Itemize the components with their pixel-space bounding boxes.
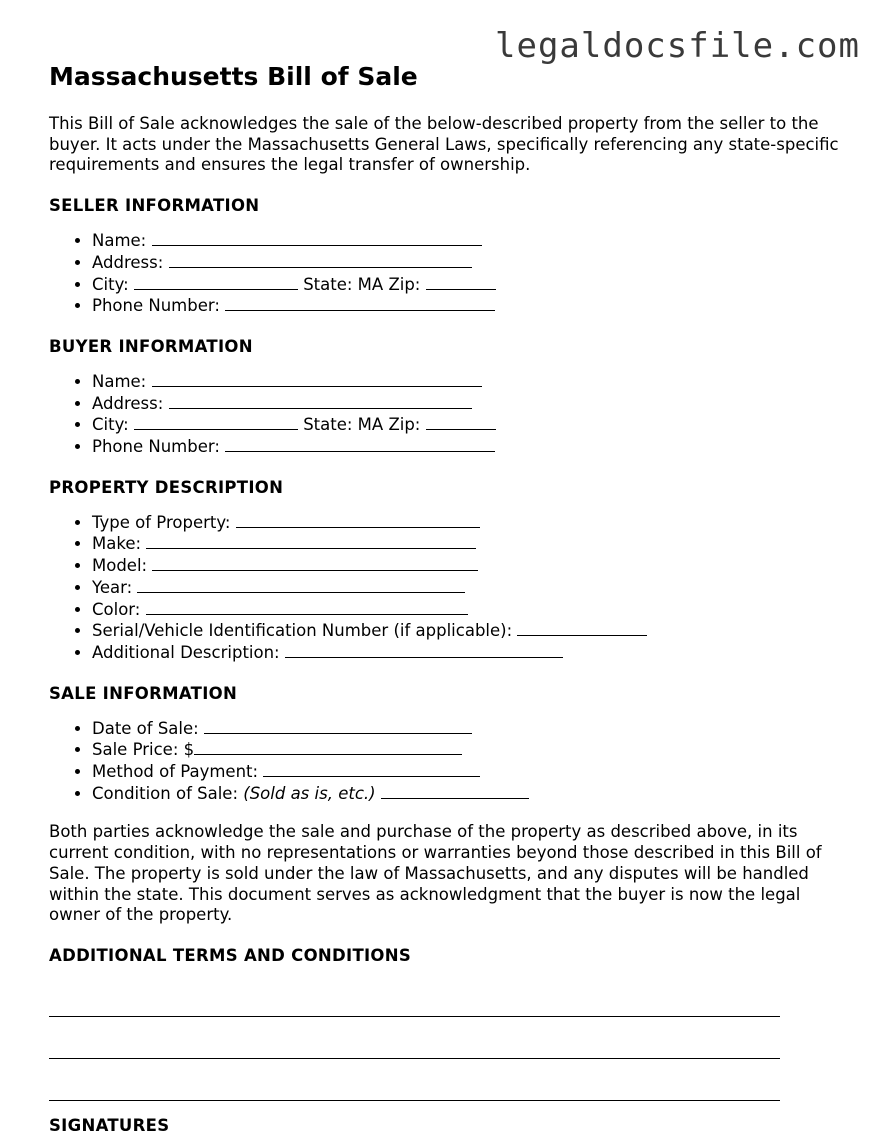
property-serial-label: Serial/Vehicle Identification Number (if applicable): — [92, 621, 513, 641]
buyer-name-field[interactable] — [152, 371, 482, 387]
property-color-label: Color: — [92, 599, 141, 619]
buyer-phone-field[interactable] — [225, 436, 495, 452]
terms-line[interactable] — [49, 1073, 780, 1101]
property-color-item — [92, 599, 849, 621]
buyer-name-item — [92, 371, 849, 393]
buyer-city-label: City: — [92, 415, 129, 435]
sale-price-field[interactable] — [194, 739, 462, 755]
property-type-field[interactable] — [236, 512, 480, 528]
seller-address-label: Address: — [92, 252, 164, 272]
sale-condition-item — [92, 783, 849, 805]
buyer-name-label: Name: — [92, 371, 147, 391]
property-make-item — [92, 533, 849, 555]
sale-heading: SALE INFORMATION — [49, 683, 238, 703]
property-model-label: Model: — [92, 556, 148, 576]
seller-phone-label: Phone Number: — [92, 296, 220, 316]
property-year-field[interactable] — [137, 577, 465, 593]
property-additional-item — [92, 642, 849, 664]
seller-list — [49, 230, 849, 317]
sale-list — [49, 718, 849, 805]
buyer-city-field[interactable] — [134, 414, 298, 430]
sale-price-label: Sale Price: $ — [92, 740, 195, 760]
property-year-label: Year: — [92, 577, 133, 597]
buyer-phone-label: Phone Number: — [92, 437, 220, 457]
sale-method-field[interactable] — [263, 761, 480, 777]
property-model-item — [92, 555, 849, 577]
buyer-city-item — [92, 414, 849, 436]
seller-city-item — [92, 274, 849, 296]
buyer-address-item — [92, 393, 849, 415]
property-year-item — [92, 577, 849, 599]
property-serial-item — [92, 620, 849, 642]
buyer-state-zip-label: State: MA Zip: — [303, 415, 421, 435]
buyer-phone-item — [92, 436, 849, 458]
sale-method-item — [92, 761, 849, 783]
sale-condition-label: Condition of Sale: — [92, 783, 239, 803]
signatures-heading: SIGNATURES — [49, 1115, 170, 1135]
seller-zip-field[interactable] — [426, 274, 496, 290]
seller-heading: SELLER INFORMATION — [49, 196, 260, 216]
sale-date-field[interactable] — [204, 718, 472, 734]
document-title: Massachusetts Bill of Sale — [49, 62, 418, 91]
seller-phone-field[interactable] — [225, 295, 495, 311]
seller-city-field[interactable] — [134, 274, 298, 290]
seller-phone-item — [92, 295, 849, 317]
property-additional-field[interactable] — [285, 642, 563, 658]
acknowledgment-paragraph: Both parties acknowledge the sale and purchase of the property as described above, in its current condition, with no representations or warranties beyond those described in this Bill of Sale. The property is sold under the law of Massachusetts, and any disputes will be handled within the state. This document serves as acknowledgment that the buyer is now the legal owner of the property. — [49, 822, 822, 925]
buyer-heading: BUYER INFORMATION — [49, 336, 253, 356]
seller-city-label: City: — [92, 274, 129, 294]
property-additional-label: Additional Description: — [92, 642, 280, 662]
property-make-label: Make: — [92, 534, 142, 554]
buyer-address-label: Address: — [92, 393, 164, 413]
terms-lines — [49, 989, 849, 1101]
property-type-item — [92, 512, 849, 534]
property-make-field[interactable] — [146, 533, 476, 549]
property-heading: PROPERTY DESCRIPTION — [49, 477, 284, 497]
seller-address-field[interactable] — [169, 252, 472, 268]
sale-date-item — [92, 718, 849, 740]
seller-name-item — [92, 230, 849, 252]
terms-line[interactable] — [49, 1031, 780, 1059]
terms-line[interactable] — [49, 989, 780, 1017]
sale-condition-hint: (Sold as is, etc.) — [243, 783, 376, 803]
watermark: legaldocsfile.com — [495, 26, 860, 66]
terms-heading: ADDITIONAL TERMS AND CONDITIONS — [49, 945, 412, 965]
property-serial-field[interactable] — [517, 620, 647, 636]
buyer-address-field[interactable] — [169, 393, 472, 409]
sale-condition-field[interactable] — [381, 783, 529, 799]
seller-state-zip-label: State: MA Zip: — [303, 274, 421, 294]
sale-method-label: Method of Payment: — [92, 762, 259, 782]
document-page — [49, 58, 849, 1137]
sale-date-label: Date of Sale: — [92, 718, 199, 738]
seller-name-field[interactable] — [152, 230, 482, 246]
property-color-field[interactable] — [146, 599, 468, 615]
property-model-field[interactable] — [152, 555, 478, 571]
intro-paragraph: This Bill of Sale acknowledges the sale of the below-described property from the seller to the buyer. It acts under the Massachusetts General Laws, specifically referencing any state-specific requirements and ensures the legal transfer of ownership. — [49, 114, 839, 175]
seller-name-label: Name: — [92, 231, 147, 251]
property-type-label: Type of Property: — [92, 512, 231, 532]
buyer-list — [49, 371, 849, 458]
sale-price-item — [92, 739, 849, 761]
buyer-zip-field[interactable] — [426, 414, 496, 430]
property-list — [49, 512, 849, 664]
seller-address-item — [92, 252, 849, 274]
